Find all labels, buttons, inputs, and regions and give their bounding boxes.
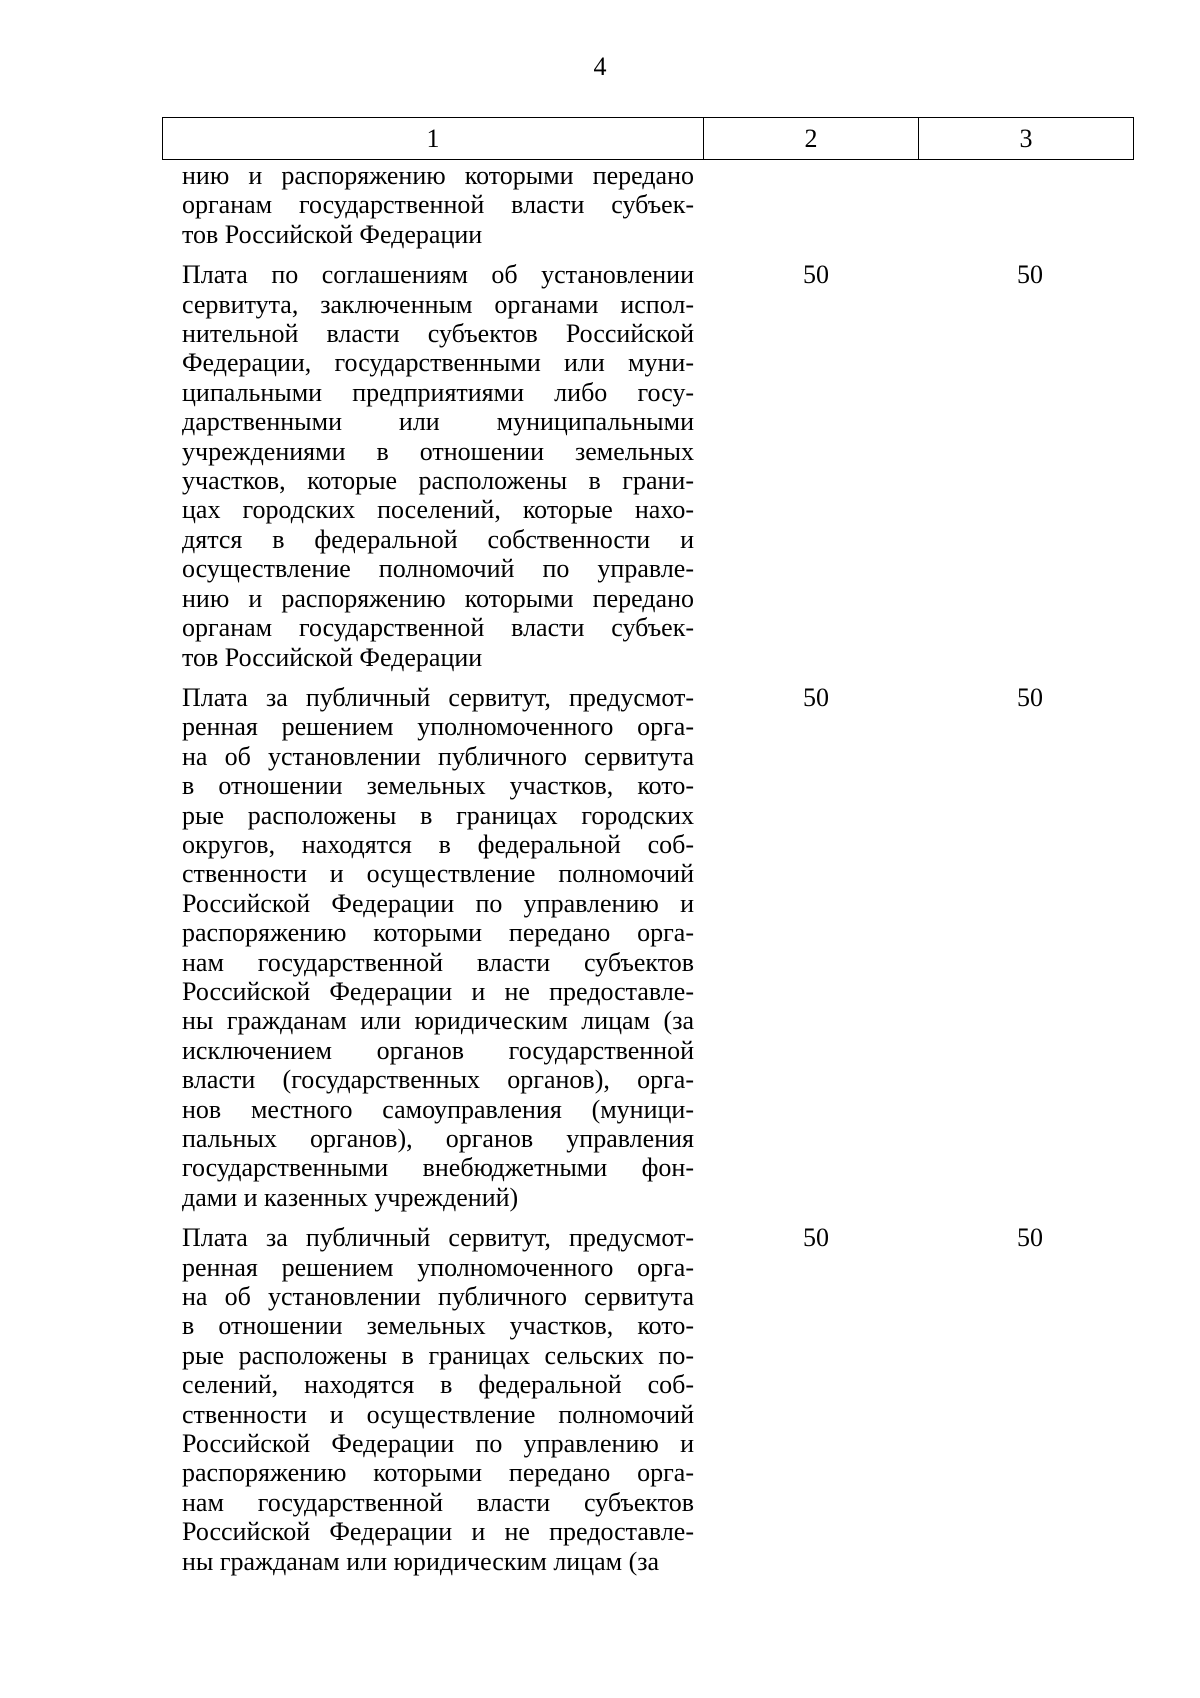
description-line: Российской Федерации по управлению и [182, 1429, 694, 1459]
description-line: Федерации, государственными или муни- [182, 348, 694, 378]
description-line: округов, находятся в федеральной соб- [182, 829, 694, 859]
description-line: Плата по соглашениям об установлении [182, 260, 694, 290]
page-number: 4 [593, 52, 607, 81]
row-description [172, 161, 698, 249]
table-row [162, 260, 1130, 672]
description-line: ственности и осуществление полномочий [182, 859, 694, 889]
description-line: Российской Федерации по управлению и [182, 888, 694, 918]
description-line: на об установлении публичного сервитута [182, 741, 694, 771]
description-line: ренная решением уполномоченного орга- [182, 1252, 694, 1282]
description-line: дами и казенных учреждений) [182, 1182, 519, 1212]
table-header [162, 117, 1134, 160]
description-line: Плата за публичный сервитут, предусмот- [182, 1223, 694, 1253]
description-line: ственности и осуществление полномочий [182, 1399, 694, 1429]
description-line: ципальными предприятиями либо госу- [182, 377, 694, 407]
description-line: рые расположены в границах городских [182, 800, 694, 830]
row-value-col3: 50 [1017, 1223, 1043, 1253]
description-line: нам государственной власти субъектов [182, 1487, 694, 1517]
description-line: нам государственной власти субъектов [182, 947, 694, 977]
description-line: нов местного самоуправления (муници- [182, 1094, 694, 1124]
description-line: рые расположены в границах сельских по- [182, 1340, 694, 1370]
row-description [172, 1223, 698, 1576]
column-header-1: 1 [163, 118, 704, 160]
row-value-col2: 50 [803, 682, 829, 712]
column-header-3: 3 [919, 118, 1134, 160]
description-line: Российской Федерации и не предоставле- [182, 976, 694, 1006]
description-line: в отношении земельных участков, кото- [182, 771, 694, 801]
description-line: сервитута, заключенным органами испол- [182, 289, 694, 319]
description-line: распоряжению которыми передано орга- [182, 918, 694, 948]
description-line: ренная решением уполномоченного орга- [182, 712, 694, 742]
description-line: дарственными или муниципальными [182, 407, 694, 437]
description-line: тов Российской Федерации [182, 642, 483, 672]
row-value-col2: 50 [803, 260, 829, 290]
description-line: ны гражданам или юридическим лицам (за [182, 1546, 660, 1576]
description-line: Российской Федерации и не предоставле- [182, 1517, 694, 1547]
description-line: участков, которые расположены в грани- [182, 466, 694, 496]
table-row [162, 161, 1130, 249]
description-line: нию и распоряжению которыми передано [182, 161, 694, 190]
description-line: дятся в федеральной собственности и [182, 524, 694, 554]
description-line: нию и распоряжению которыми передано [182, 583, 694, 613]
column-header-2: 2 [704, 118, 919, 160]
row-description [172, 683, 698, 1212]
description-line: селений, находятся в федеральной соб- [182, 1370, 694, 1400]
description-line: учреждениями в отношении земельных [182, 436, 694, 466]
description-line: исключением органов государственной [182, 1035, 694, 1065]
description-line: государственными внебюджетными фон- [182, 1153, 694, 1183]
description-line: власти (государственных органов), орга- [182, 1065, 694, 1095]
description-line: органам государственной власти субъек- [182, 613, 694, 643]
description-line: осуществление полномочий по управле- [182, 554, 694, 584]
row-value-col2: 50 [803, 1223, 829, 1253]
table-header-row [163, 118, 1134, 160]
row-value-col3: 50 [1017, 260, 1043, 290]
table-body [162, 161, 1130, 1576]
description-line: на об установлении публичного сервитута [182, 1282, 694, 1312]
row-value-col3: 50 [1017, 682, 1043, 712]
description-line: распоряжению которыми передано орга- [182, 1458, 694, 1488]
description-line: органам государственной власти субъек- [182, 190, 694, 220]
table-row [162, 683, 1130, 1212]
description-line: в отношении земельных участков, кото- [182, 1311, 694, 1341]
description-line: тов Российской Федерации [182, 219, 483, 249]
description-line: ны гражданам или юридическим лицам (за [182, 1006, 694, 1036]
description-line: пальных органов), органов управления [182, 1124, 694, 1153]
description-line: цах городских поселений, которые нахо- [182, 495, 694, 525]
description-line: нительной власти субъектов Российской [182, 319, 694, 349]
row-description [172, 260, 698, 672]
table-row [162, 1223, 1130, 1576]
description-line: Плата за публичный сервитут, предусмот- [182, 682, 694, 712]
